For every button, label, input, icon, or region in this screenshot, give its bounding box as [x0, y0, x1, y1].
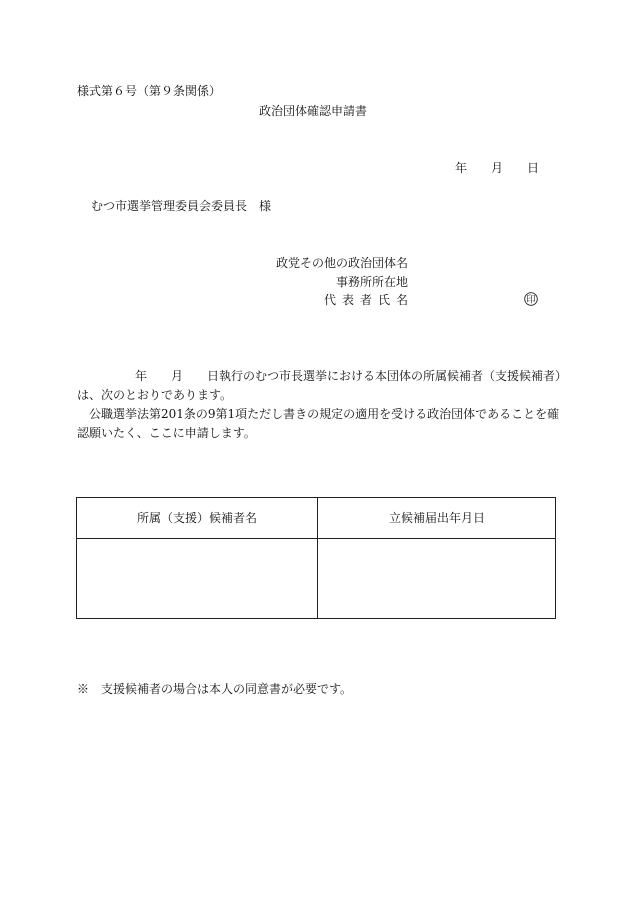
body-line-4: 認願いたく、ここに申請します。: [77, 426, 256, 440]
form-number: 様式第６号（第９条関係）: [77, 84, 222, 98]
column-header-filing-date: 立候補届出年月日: [388, 511, 485, 525]
filing-date-cell[interactable]: [318, 539, 555, 618]
body-line-2: は、次のとおりであります。: [77, 388, 233, 402]
seal-label: 印: [526, 294, 536, 306]
applicant-office-label: 事務所所在地: [335, 275, 408, 289]
body-line-3: 公職選挙法第201条の9第1項ただし書きの規定の適用を受ける政治団体であることを確: [77, 407, 560, 421]
body-text: [77, 367, 568, 443]
body-line-1: 年 月 日執行のむつ市長選挙における本団体の所属候補者（支援候補者）: [135, 369, 568, 383]
column-header-candidate-name: 所属（支援）候補者名: [136, 511, 257, 525]
application-date: [455, 162, 539, 174]
applicant-representative-label: 代表者氏名: [323, 293, 414, 307]
addressee: むつ市選挙管理委員会委員長 様: [91, 199, 272, 213]
document-title: 政治団体確認申請書: [259, 104, 368, 118]
date-day-label: 日: [527, 161, 540, 175]
date-month-label: 月: [491, 161, 504, 175]
date-year-label: 年: [455, 161, 468, 175]
applicant-organization-label: 政党その他の政治団体名: [275, 256, 408, 270]
candidate-name-cell[interactable]: [77, 539, 317, 618]
footnote: ※ 支援候補者の場合は本人の同意書が必要です。: [77, 682, 353, 696]
seal-icon: [524, 292, 538, 306]
candidate-table: [76, 497, 556, 619]
